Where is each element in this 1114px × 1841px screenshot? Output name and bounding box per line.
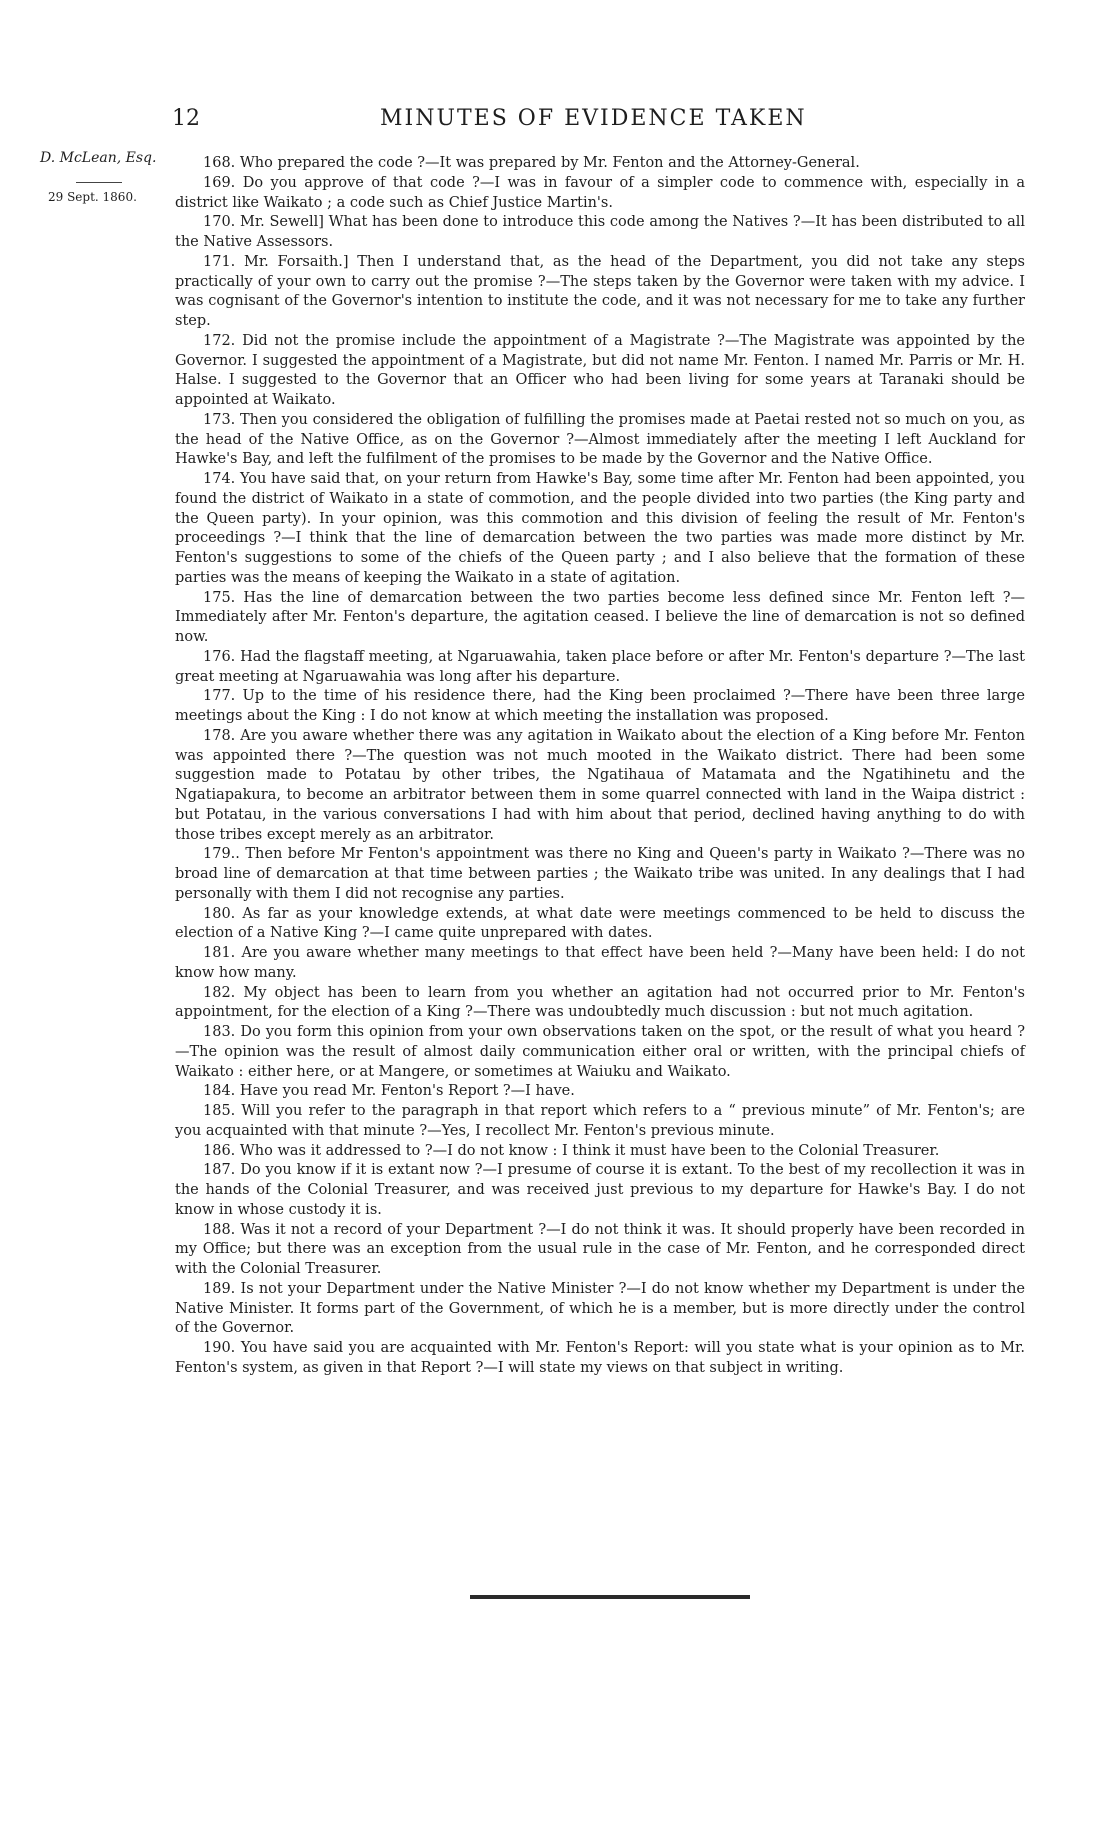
paragraph-186: 186. Who was it addressed to ?—I do not know : I think it must have been to the Colonial Treasurer. xyxy=(203,1142,940,1159)
paragraph-177: 177. Up to the time of his residence there, had the King been proclaimed ?—There have been three large meetings about the King : I do not know at which meeting the installation was proposed. xyxy=(175,688,1025,724)
paragraph-172: 172. Did not the promise include the appointment of a Magistrate ?—The Magistrate was appointed by the Governor. I suggested the appointment of a Magistrate, but did not name Mr. Fenton. I named Mr. Parris or Mr. H. Halse. I suggested to the Governor that an Officer who had been living for some years at Taranaki should be appointed at Waikato. xyxy=(175,332,1025,408)
paragraph-170: 170. Mr. Sewell] What has been done to introduce this code among the Natives ?—It has been distributed to all the Native Assessors. xyxy=(175,214,1025,250)
paragraph-178: 178. Are you aware whether there was any agitation in Waikato about the election of a King before Mr. Fenton was appointed there ?—The question was not much mooted in the Waikato district. There had been some suggestion made to Potatau by other tribes, the Ngatihaua of Matamata and the Ngatihinetu and the Ngatiapakura, to become an arbitrator between them in some quarrel connected with land in the Waipa district : but Potatau, in the various conversations I had with him about that period, declined having anything to do with those tribes except merely as an arbitrator. xyxy=(175,727,1025,843)
paragraph-184: 184. Have you read Mr. Fenton's Report ?—I have. xyxy=(203,1083,575,1100)
paragraph-168: 168. Who prepared the code ?—It was prepared by Mr. Fenton and the Attorney-General. xyxy=(203,155,860,171)
paragraph-174: 174. You have said that, on your return from Hawke's Bay, some time after Mr. Fenton had been appointed, you found the district of Waikato in a state of commotion, and the people divided into two parties (the King party and the Queen party). In your opinion, was this commotion and this division of feeling the result of Mr. Fenton's proceedings ?—I think that the line of demarcation between the two parties was made more distinct by Mr. Fenton's suggestions to some of the chiefs of the Queen party ; and I also believe that the formation of these parties was the means of keeping the Waikato in a state of agitation. xyxy=(175,471,1025,586)
paragraph-175: 175. Has the line of demarcation between the two parties become less defined since Mr. Fenton left ?—Immediately after Mr. Fenton's departure, the agitation ceased. I believe the line of demarcation is not so defined now. xyxy=(175,589,1025,645)
margin-witness-name: D. McLean, Esq. xyxy=(40,150,157,166)
paragraph-187: 187. Do you know if it is extant now ?—I presume of course it is extant. To the best of my recollection it was in the hands of the Colonial Treasurer, and was received just previous to my departure for Hawke's Bay. I do not know in whose custody it is. xyxy=(175,1162,1025,1218)
paragraph-180: 180. As far as your knowledge extends, at what date were meetings commenced to be held to discuss the election of a Native King ?—I came quite unprepared with dates. xyxy=(175,905,1025,942)
paragraph-171: 171. Mr. Forsaith.] Then I understand that, as the head of the Department, you did not take any steps practically of your own to carry out the promise ?—The steps taken by the Governor were taken with my advice. I was cognisant of the Governor's intention to institute the code, and it was not necessary for me to take any further step. xyxy=(175,253,1025,329)
paragraph-176: 176. Had the flagstaff meeting, at Ngaruawahia, taken place before or after Mr. Fenton's departure ?—The last great meeting at Ngaruawahia was long after his departure. xyxy=(175,648,1025,685)
paragraph-190: 190. You have said you are acquainted with Mr. Fenton's Report: will you state what is your opinion as to Mr. Fenton's system, as given in that Report ?—I will state my views on that subject in writing. xyxy=(175,1340,1025,1376)
margin-divider xyxy=(76,182,122,183)
page-title: MINUTES OF EVIDENCE TAKEN xyxy=(380,106,807,131)
paragraph-189: 189. Is not your Department under the Native Minister ?—I do not know whether my Department is under the Native Minister. It forms part of the Government, of which he is a member, but is more directly under the control of the Governor. xyxy=(175,1280,1025,1337)
page-number: 12 xyxy=(172,106,200,131)
evidence-body xyxy=(175,154,1025,1379)
paragraph-185: 185. Will you refer to the paragraph in that report which refers to a “ previous minute” of Mr. Fenton's; are you acquainted with that minute ?—Yes, I recollect Mr. Fenton's previous minute. xyxy=(175,1103,1025,1139)
end-divider xyxy=(470,1595,750,1599)
paragraph-169: 169. Do you approve of that code ?—I was in favour of a simpler code to commence with, especially in a district like Waikato ; a code such as Chief Justice Martin's. xyxy=(175,174,1025,211)
paragraph-179: 179.. Then before Mr Fenton's appointment was there no King and Queen's party in Waikato ?—There was no broad line of demarcation at that time between parties ; the Waikato tribe was united. In any dealings that I had personally with them I did not recognise any parties. xyxy=(175,846,1025,902)
paragraph-181: 181. Are you aware whether many meetings to that effect have been held ?—Many have been held: I do not know how many. xyxy=(175,945,1025,981)
margin-date: 29 Sept. 1860. xyxy=(48,190,137,204)
paragraph-173: 173. Then you considered the obligation of fulfilling the promises made at Paetai rested not so much on you, as the head of the Native Office, as on the Governor ?—Almost immediately after the meeting I left Auckland for Hawke's Bay, and left the fulfilment of the promises to be made by the Governor and the Native Office. xyxy=(175,411,1025,468)
paragraph-182: 182. My object has been to learn from you whether an agitation had not occurred prior to Mr. Fenton's appointment, for the election of a King ?—There was undoubtedly much discussion : but not much agitation. xyxy=(175,984,1025,1021)
paragraph-188: 188. Was it not a record of your Department ?—I do not think it was. It should properly have been recorded in my Office; but there was an exception from the usual rule in the case of Mr. Fenton, and he corresponded direct with the Colonial Treasurer. xyxy=(175,1221,1025,1277)
paragraph-183: 183. Do you form this opinion from your own observations taken on the spot, or the result of what you heard ?—The opinion was the result of almost daily communication either oral or written, with the principal chiefs of Waikato : either here, or at Mangere, or sometimes at Waiuku and Waikato. xyxy=(175,1024,1025,1080)
